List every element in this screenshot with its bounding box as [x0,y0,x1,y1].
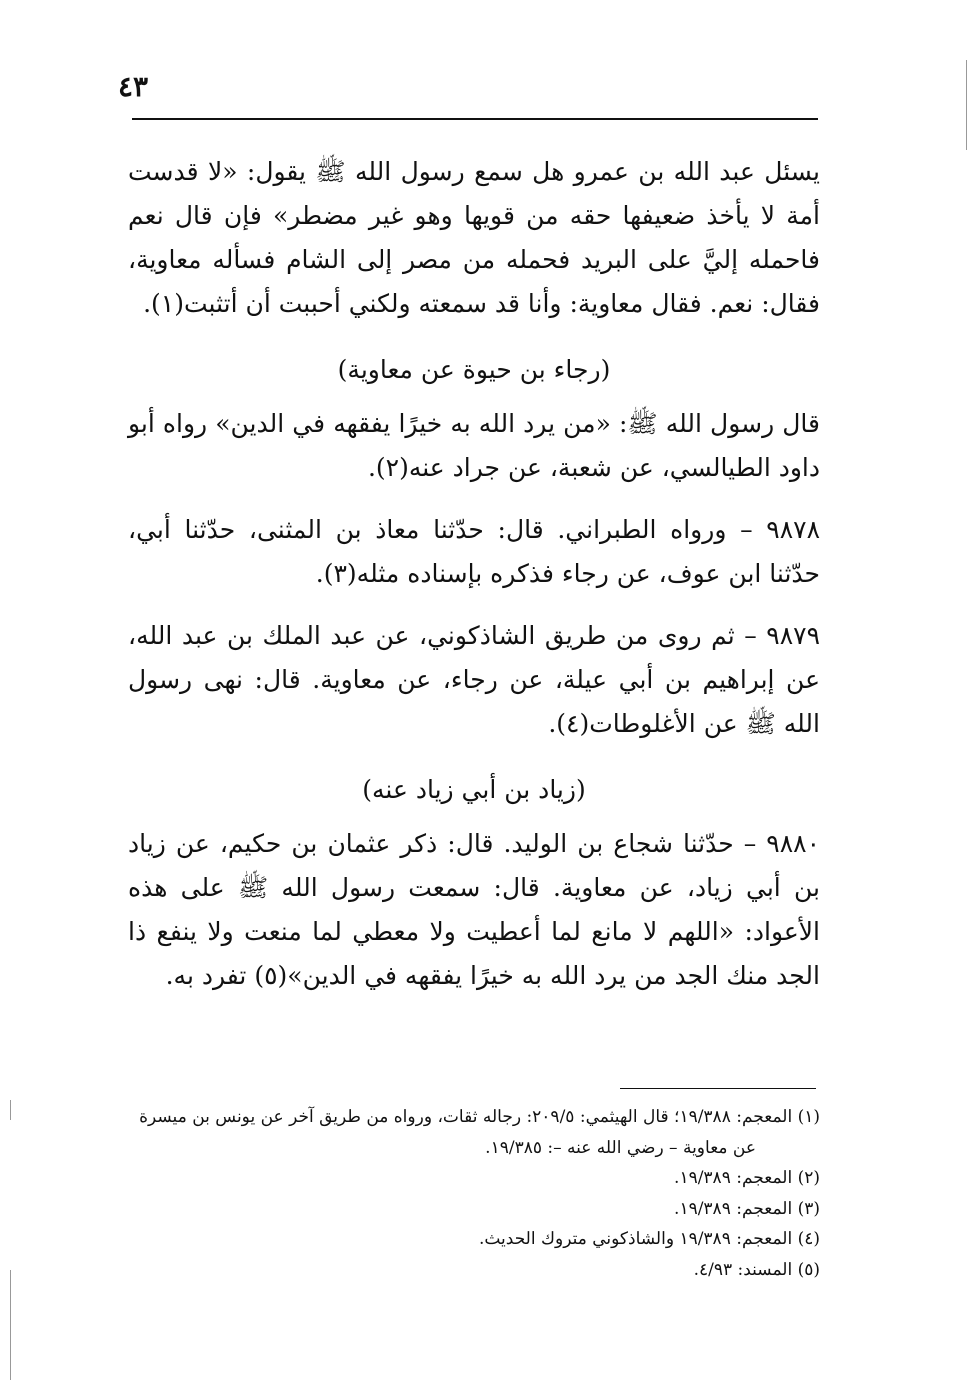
scan-edge-mark [10,1100,11,1120]
paragraph-2: قال رسول الله ﷺ: «من يرد الله به خيرًا يفقهه في الدين» رواه أبو داود الطيالسي، عن شعبة، عن جراد عنه(٢). [128,409,820,482]
footnotes [128,1102,820,1285]
footnote-2: (٢) المعجم: ١٩/٣٨٩. [674,1168,820,1188]
header-rule [132,118,818,120]
footnote-1: (١) المعجم: ١٩/٣٨٨؛ قال الهيثمي: ٢٠٩/٥: رجاله ثقات، ورواه من طريق آخر عن يونس بن ميسرة عن معاوية – رضي الله عنه –: ١٩/٣٨٥. [139,1107,820,1158]
page-number: ٤٣ [118,70,149,103]
footnote-rule [620,1088,816,1089]
paragraph-9880: ٩٨٨٠ – حدّثنا شجاع بن الوليد. قال: ذكر عثمان بن حكيم، عن زياد بن أبي زياد، عن معاوية. قال: سمعت رسول الله ﷺ على هذه الأعواد: «اللهم لا مانع لما أعطيت ولا معطي لما منعت ولا ينفع ذا الجد منك الجد من يرد الله به خيرًا يفقهه في الدين»(٥) تفرد به. [128,829,820,990]
section-heading-ziyad: (زياد بن أبي زياد عنه) [362,775,586,804]
paragraph-9878: ٩٨٧٨ – ورواه الطبراني. قال: حدّثنا معاذ بن المثنى، حدّثنا أبي، حدّثنا ابن عوف، عن رجاء فذكره بإسناده مثله(٣). [128,515,820,588]
footnote-3: (٣) المعجم: ١٩/٣٨٩. [674,1198,820,1219]
scan-edge-mark [966,60,967,150]
paragraph-1: يسئل عبد الله بن عمرو هل سمع رسول الله ﷺ يقول: «لا قدست أمة لا يأخذ ضعيفها حقه من قويها وهو غير مضطر» فإن قال نعم فاحمله إليَّ على البريد فحمله من مصر إلى الشام فسأله معاوية، فقال: نعم. فقال معاوية: وأنا قد سمعته ولكني أحببت أن أتثبت(١). [128,157,820,318]
section-heading-raja: (رجاء بن حيوة عن معاوية) [337,355,611,384]
scan-edge-mark [10,1270,11,1380]
footnote-5: (٥) المسند: ٤/٩٣. [693,1259,820,1280]
paragraph-9879: ٩٨٧٩ – ثم روى من طريق الشاذكوني، عن عبد الملك بن عبد الله، عن إبراهيم بن أبي عيلة، عن رجاء، عن معاوية. قال: نهى رسول الله ﷺ عن الأغلوطات(٤). [128,621,820,738]
footnote-4: (٤) المعجم: ١٩/٣٨٩ والشاذكوني متروك الحديث. [478,1229,820,1249]
main-text [128,150,820,998]
